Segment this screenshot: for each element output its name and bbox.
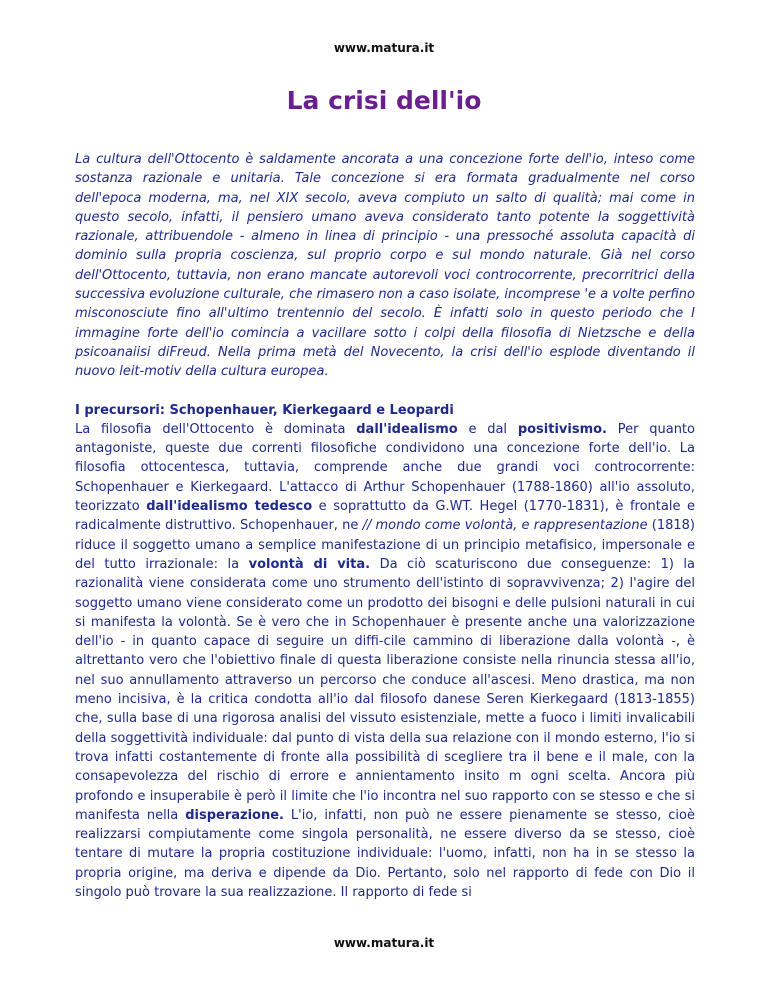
section-heading: I precursori: Schopenhauer, Kierkegaard e Leopardi <box>75 402 454 418</box>
italic-book-title: // mondo come volontà, e rappresentazione <box>362 518 648 534</box>
bold-term-idealismo-tedesco: dall'idealismo tedesco <box>146 499 313 515</box>
document-content <box>75 150 695 902</box>
text-run: e soprattutto da G.WT. Hegel (1770-1831), è frontale e radicalmente distruttivo. Schopenhauer, ne <box>75 499 695 534</box>
bold-term-positivismo: positivismo. <box>517 421 607 437</box>
page-title: La crisi dell'io <box>286 86 482 115</box>
section-paragraph <box>75 420 695 902</box>
text-run: L'io, infatti, non può ne essere pienamente se stesso, cioè realizzarsi compiutamente come singola personalità, ne essere diverso da se stesso, cioè tentare di mutare la propria costituzione individuale: l'uomo, infatti, non ha in se stesso la propria origine, ma deriva e dipende da Dio. Pertanto, solo nel rapporto di fede con Dio il singolo può trovare la sua realizzazione. Il rapporto di fede si <box>75 807 695 900</box>
bold-term-volonta-di-vita: volontà di vita. <box>248 556 371 572</box>
text-run: La filosofia dell'Ottocento è dominata <box>75 421 357 437</box>
footer-site-name: www.matura.it <box>333 936 435 950</box>
text-run: (1818) riduce il soggetto umano a semplice manifestazione di un principio metafisico, impersonale e del tutto irrazionale: la <box>75 518 695 572</box>
bold-term-disperazione: disperazione. <box>185 807 284 823</box>
header-site-name: www.matura.it <box>333 41 435 55</box>
text-run: e dal <box>457 421 518 437</box>
intro-paragraph: La cultura dell'Ottocento è saldamente ancorata a una concezione forte dell'io, inteso come sostanza razionale e unitaria. Tale concezione si era formata gradualmente nel corso dell'epoca moderna, ma, nel XIX secolo, aveva compiuto un salto di qualità; mai come in questo secolo, infatti, il pensiero umano aveva considerato tanto potente la soggettività razionale, attribuendole - almeno in linea di principio - una pressoché assoluta capacità di dominio sulla propria coscienza, sul proprio corpo e sul mondo naturale. Già nel corso dell'Ottocento, tuttavia, non erano mancate autorevoli voci controcorrente, precorritrici della successiva evoluzione culturale, che rimasero non a caso isolate, incomprese 'e a volte perfino misconosciute fino all'ultimo trentennio del secolo. È infatti solo in questo periodo che I immagine forte dell'io comincia a vacillare sotto i colpi della filosofia di Nietzsche e della psicoanaiisi diFreud. Nella prima metà del Novecento, la crisi dell'io esplode diventando il nuovo leit-motiv della cultura europea. <box>75 152 695 380</box>
text-run: Per quanto antagoniste, queste due correnti filosofiche condividono una concezione forte dell'io. La filosofia ottocentesca, tuttavia, comprende anche due grandi voci controcorrente: Schopenhauer e Kierkegaard. L'attacco di Arthur Schopenhauer (1788-1860) all'io assoluto, teorizzato <box>75 421 695 515</box>
text-run: Da ciò scaturiscono due conseguenze: 1) la razionalità viene considerata come uno strumento dell'istinto di sopravvivenza; 2) l'agire del soggetto umano viene considerato come un prodotto dei bisogni e delle pulsioni naturali in cui si manifesta la volontà. Se è vero che in Schopenhauer è presente anche una valorizzazione dell'io - in quanto capace di seguire un diffi-cile cammino di liberazione dalla volontà -, è altrettanto vero che l'obiettivo finale di questa liberazione consiste nella rinuncia stessa all'io, nel suo annullamento attraverso un percorso che conduce all'ascesi. Meno drastica, ma non meno incisiva, è la critica condotta all'io dal filosofo danese Seren Kierkegaard (1813-1855) che, sulla base di una rigorosa analisi del vissuto esistenziale, mette a fuoco i limiti invalicabili della soggettività individuale: dal punto di vista della sua relazione con il mondo esterno, l'io si trova infatti costantemente di fronte alla possibilità di scegliere tra il bene e il male, con la consapevolezza del rischio di errore e annientamento insito m ogni scelta. Ancora più profondo e insuperabile è però il limite che l'io incontra nel suo rapporto con se stesso e che si manifesta nella <box>75 556 696 823</box>
bold-term-idealismo: dall'idealismo <box>356 421 458 437</box>
